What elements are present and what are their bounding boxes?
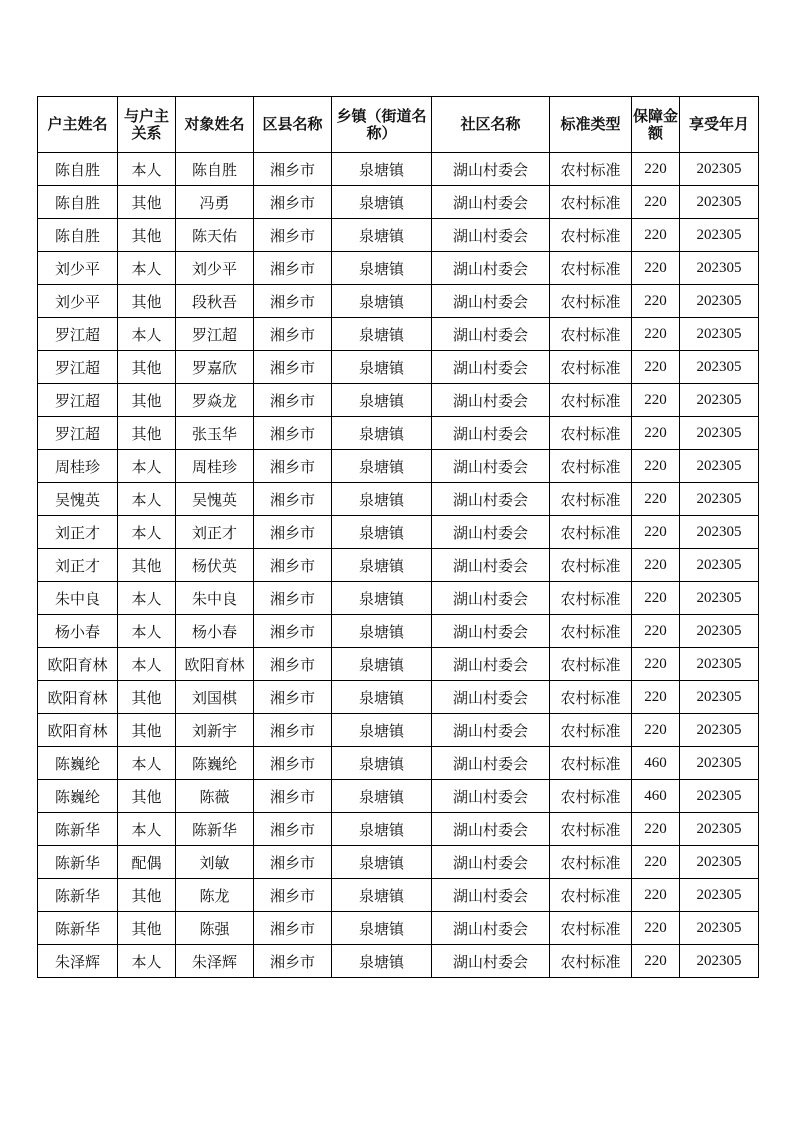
- cell-amount: 220: [632, 219, 680, 252]
- cell-household-head: 陈新华: [38, 846, 118, 879]
- cell-standard-type: 农村标准: [550, 186, 632, 219]
- cell-county: 湘乡市: [254, 747, 332, 780]
- table-row: [38, 318, 759, 351]
- cell-township: 泉塘镇: [332, 747, 432, 780]
- cell-county: 湘乡市: [254, 450, 332, 483]
- cell-community: 湖山村委会: [432, 219, 550, 252]
- cell-household-head: 罗江超: [38, 384, 118, 417]
- cell-community: 湖山村委会: [432, 384, 550, 417]
- cell-household-head: 刘少平: [38, 285, 118, 318]
- cell-relation: 本人: [118, 615, 176, 648]
- cell-period: 202305: [680, 912, 759, 945]
- cell-township: 泉塘镇: [332, 483, 432, 516]
- cell-period: 202305: [680, 780, 759, 813]
- cell-standard-type: 农村标准: [550, 813, 632, 846]
- cell-township: 泉塘镇: [332, 615, 432, 648]
- col-header-household-head: 户主姓名: [38, 97, 118, 153]
- cell-county: 湘乡市: [254, 912, 332, 945]
- cell-recipient-name: 陈龙: [176, 879, 254, 912]
- cell-community: 湖山村委会: [432, 648, 550, 681]
- cell-county: 湘乡市: [254, 417, 332, 450]
- cell-recipient-name: 刘少平: [176, 252, 254, 285]
- cell-household-head: 欧阳育林: [38, 681, 118, 714]
- cell-household-head: 欧阳育林: [38, 714, 118, 747]
- cell-household-head: 罗江超: [38, 351, 118, 384]
- cell-township: 泉塘镇: [332, 417, 432, 450]
- cell-community: 湖山村委会: [432, 846, 550, 879]
- cell-recipient-name: 杨小春: [176, 615, 254, 648]
- table-row: [38, 879, 759, 912]
- table-row: [38, 483, 759, 516]
- cell-household-head: 刘正才: [38, 516, 118, 549]
- cell-township: 泉塘镇: [332, 681, 432, 714]
- cell-period: 202305: [680, 219, 759, 252]
- cell-period: 202305: [680, 417, 759, 450]
- cell-township: 泉塘镇: [332, 351, 432, 384]
- col-header-township: 乡镇（街道名称）: [332, 97, 432, 153]
- cell-recipient-name: 陈巍纶: [176, 747, 254, 780]
- cell-period: 202305: [680, 483, 759, 516]
- cell-community: 湖山村委会: [432, 714, 550, 747]
- cell-period: 202305: [680, 186, 759, 219]
- cell-recipient-name: 陈新华: [176, 813, 254, 846]
- cell-period: 202305: [680, 252, 759, 285]
- cell-community: 湖山村委会: [432, 945, 550, 978]
- cell-period: 202305: [680, 285, 759, 318]
- cell-relation: 本人: [118, 582, 176, 615]
- cell-township: 泉塘镇: [332, 813, 432, 846]
- cell-county: 湘乡市: [254, 285, 332, 318]
- cell-recipient-name: 陈自胜: [176, 153, 254, 186]
- cell-household-head: 周桂珍: [38, 450, 118, 483]
- cell-county: 湘乡市: [254, 648, 332, 681]
- header-row: [38, 97, 759, 153]
- cell-recipient-name: 段秋吾: [176, 285, 254, 318]
- cell-township: 泉塘镇: [332, 912, 432, 945]
- table-row: [38, 846, 759, 879]
- cell-standard-type: 农村标准: [550, 615, 632, 648]
- cell-recipient-name: 欧阳育林: [176, 648, 254, 681]
- cell-standard-type: 农村标准: [550, 153, 632, 186]
- cell-county: 湘乡市: [254, 813, 332, 846]
- cell-household-head: 杨小春: [38, 615, 118, 648]
- cell-county: 湘乡市: [254, 219, 332, 252]
- cell-recipient-name: 吴愧英: [176, 483, 254, 516]
- cell-recipient-name: 朱中良: [176, 582, 254, 615]
- cell-period: 202305: [680, 516, 759, 549]
- cell-community: 湖山村委会: [432, 879, 550, 912]
- table-row: [38, 813, 759, 846]
- cell-county: 湘乡市: [254, 384, 332, 417]
- cell-period: 202305: [680, 714, 759, 747]
- cell-standard-type: 农村标准: [550, 681, 632, 714]
- cell-period: 202305: [680, 582, 759, 615]
- cell-county: 湘乡市: [254, 714, 332, 747]
- cell-amount: 220: [632, 153, 680, 186]
- cell-recipient-name: 刘敏: [176, 846, 254, 879]
- cell-period: 202305: [680, 615, 759, 648]
- cell-standard-type: 农村标准: [550, 318, 632, 351]
- table-row: [38, 417, 759, 450]
- cell-township: 泉塘镇: [332, 945, 432, 978]
- col-header-county: 区县名称: [254, 97, 332, 153]
- cell-household-head: 朱泽辉: [38, 945, 118, 978]
- cell-township: 泉塘镇: [332, 153, 432, 186]
- cell-county: 湘乡市: [254, 945, 332, 978]
- cell-amount: 220: [632, 846, 680, 879]
- cell-relation: 其他: [118, 780, 176, 813]
- cell-recipient-name: 陈薇: [176, 780, 254, 813]
- cell-period: 202305: [680, 813, 759, 846]
- cell-standard-type: 农村标准: [550, 780, 632, 813]
- cell-period: 202305: [680, 384, 759, 417]
- table-row: [38, 252, 759, 285]
- cell-period: 202305: [680, 747, 759, 780]
- cell-township: 泉塘镇: [332, 450, 432, 483]
- cell-standard-type: 农村标准: [550, 879, 632, 912]
- cell-community: 湖山村委会: [432, 780, 550, 813]
- col-header-period: 享受年月: [680, 97, 759, 153]
- cell-community: 湖山村委会: [432, 252, 550, 285]
- cell-county: 湘乡市: [254, 483, 332, 516]
- cell-period: 202305: [680, 879, 759, 912]
- cell-relation: 本人: [118, 450, 176, 483]
- cell-county: 湘乡市: [254, 879, 332, 912]
- cell-household-head: 陈新华: [38, 912, 118, 945]
- col-header-amount: 保障金额: [632, 97, 680, 153]
- cell-period: 202305: [680, 549, 759, 582]
- cell-amount: 220: [632, 681, 680, 714]
- cell-amount: 220: [632, 285, 680, 318]
- cell-recipient-name: 冯勇: [176, 186, 254, 219]
- cell-community: 湖山村委会: [432, 747, 550, 780]
- cell-township: 泉塘镇: [332, 648, 432, 681]
- cell-amount: 220: [632, 516, 680, 549]
- table-row: [38, 450, 759, 483]
- roster-body: [38, 153, 759, 978]
- cell-amount: 220: [632, 318, 680, 351]
- cell-amount: 220: [632, 186, 680, 219]
- cell-county: 湘乡市: [254, 351, 332, 384]
- cell-standard-type: 农村标准: [550, 450, 632, 483]
- cell-county: 湘乡市: [254, 681, 332, 714]
- cell-period: 202305: [680, 681, 759, 714]
- cell-township: 泉塘镇: [332, 516, 432, 549]
- cell-relation: 本人: [118, 153, 176, 186]
- cell-household-head: 朱中良: [38, 582, 118, 615]
- cell-period: 202305: [680, 351, 759, 384]
- cell-township: 泉塘镇: [332, 219, 432, 252]
- cell-household-head: 陈新华: [38, 813, 118, 846]
- cell-household-head: 刘正才: [38, 549, 118, 582]
- cell-household-head: 陈巍纶: [38, 747, 118, 780]
- cell-period: 202305: [680, 648, 759, 681]
- cell-township: 泉塘镇: [332, 384, 432, 417]
- cell-township: 泉塘镇: [332, 186, 432, 219]
- cell-recipient-name: 罗焱龙: [176, 384, 254, 417]
- table-row: [38, 384, 759, 417]
- cell-recipient-name: 周桂珍: [176, 450, 254, 483]
- cell-relation: 配偶: [118, 846, 176, 879]
- table-row: [38, 615, 759, 648]
- cell-standard-type: 农村标准: [550, 945, 632, 978]
- cell-standard-type: 农村标准: [550, 219, 632, 252]
- cell-relation: 本人: [118, 483, 176, 516]
- cell-amount: 220: [632, 417, 680, 450]
- cell-relation: 其他: [118, 285, 176, 318]
- cell-amount: 220: [632, 252, 680, 285]
- cell-household-head: 罗江超: [38, 417, 118, 450]
- cell-period: 202305: [680, 318, 759, 351]
- table-row: [38, 582, 759, 615]
- cell-period: 202305: [680, 945, 759, 978]
- cell-recipient-name: 朱泽辉: [176, 945, 254, 978]
- table-row: [38, 714, 759, 747]
- cell-township: 泉塘镇: [332, 285, 432, 318]
- cell-amount: 220: [632, 483, 680, 516]
- cell-amount: 220: [632, 912, 680, 945]
- cell-community: 湖山村委会: [432, 483, 550, 516]
- cell-relation: 其他: [118, 384, 176, 417]
- table-row: [38, 648, 759, 681]
- cell-relation: 其他: [118, 681, 176, 714]
- cell-amount: 220: [632, 714, 680, 747]
- col-header-relation: 与户主关系: [118, 97, 176, 153]
- cell-recipient-name: 刘正才: [176, 516, 254, 549]
- cell-amount: 220: [632, 945, 680, 978]
- cell-recipient-name: 罗嘉欣: [176, 351, 254, 384]
- cell-recipient-name: 杨伏英: [176, 549, 254, 582]
- cell-county: 湘乡市: [254, 252, 332, 285]
- cell-standard-type: 农村标准: [550, 648, 632, 681]
- cell-amount: 220: [632, 582, 680, 615]
- table-row: [38, 549, 759, 582]
- cell-recipient-name: 陈强: [176, 912, 254, 945]
- cell-township: 泉塘镇: [332, 252, 432, 285]
- cell-township: 泉塘镇: [332, 318, 432, 351]
- cell-county: 湘乡市: [254, 582, 332, 615]
- cell-relation: 其他: [118, 351, 176, 384]
- cell-township: 泉塘镇: [332, 582, 432, 615]
- cell-community: 湖山村委会: [432, 912, 550, 945]
- col-header-community: 社区名称: [432, 97, 550, 153]
- table-row: [38, 747, 759, 780]
- cell-household-head: 陈自胜: [38, 219, 118, 252]
- cell-relation: 其他: [118, 912, 176, 945]
- cell-relation: 其他: [118, 549, 176, 582]
- cell-period: 202305: [680, 153, 759, 186]
- cell-relation: 其他: [118, 417, 176, 450]
- cell-household-head: 刘少平: [38, 252, 118, 285]
- cell-standard-type: 农村标准: [550, 516, 632, 549]
- table-row: [38, 186, 759, 219]
- cell-standard-type: 农村标准: [550, 582, 632, 615]
- cell-relation: 本人: [118, 648, 176, 681]
- cell-amount: 220: [632, 450, 680, 483]
- cell-relation: 本人: [118, 318, 176, 351]
- cell-recipient-name: 刘国棋: [176, 681, 254, 714]
- cell-township: 泉塘镇: [332, 846, 432, 879]
- cell-relation: 本人: [118, 813, 176, 846]
- cell-household-head: 陈自胜: [38, 153, 118, 186]
- table-row: [38, 153, 759, 186]
- cell-amount: 460: [632, 780, 680, 813]
- cell-county: 湘乡市: [254, 780, 332, 813]
- cell-amount: 220: [632, 615, 680, 648]
- table-row: [38, 219, 759, 252]
- cell-amount: 220: [632, 384, 680, 417]
- cell-standard-type: 农村标准: [550, 252, 632, 285]
- cell-standard-type: 农村标准: [550, 417, 632, 450]
- cell-relation: 其他: [118, 186, 176, 219]
- cell-community: 湖山村委会: [432, 153, 550, 186]
- cell-standard-type: 农村标准: [550, 351, 632, 384]
- cell-county: 湘乡市: [254, 615, 332, 648]
- cell-household-head: 陈自胜: [38, 186, 118, 219]
- cell-township: 泉塘镇: [332, 879, 432, 912]
- table-row: [38, 912, 759, 945]
- cell-community: 湖山村委会: [432, 318, 550, 351]
- cell-amount: 220: [632, 351, 680, 384]
- cell-standard-type: 农村标准: [550, 747, 632, 780]
- cell-household-head: 陈巍纶: [38, 780, 118, 813]
- cell-community: 湖山村委会: [432, 549, 550, 582]
- cell-period: 202305: [680, 846, 759, 879]
- cell-recipient-name: 刘新宇: [176, 714, 254, 747]
- cell-household-head: 吴愧英: [38, 483, 118, 516]
- cell-community: 湖山村委会: [432, 813, 550, 846]
- cell-community: 湖山村委会: [432, 615, 550, 648]
- table-row: [38, 681, 759, 714]
- cell-amount: 220: [632, 813, 680, 846]
- cell-amount: 220: [632, 879, 680, 912]
- cell-community: 湖山村委会: [432, 516, 550, 549]
- cell-standard-type: 农村标准: [550, 483, 632, 516]
- cell-standard-type: 农村标准: [550, 912, 632, 945]
- cell-relation: 本人: [118, 252, 176, 285]
- cell-county: 湘乡市: [254, 846, 332, 879]
- cell-township: 泉塘镇: [332, 714, 432, 747]
- cell-community: 湖山村委会: [432, 417, 550, 450]
- table-row: [38, 945, 759, 978]
- cell-period: 202305: [680, 450, 759, 483]
- cell-standard-type: 农村标准: [550, 285, 632, 318]
- cell-relation: 本人: [118, 747, 176, 780]
- table-row: [38, 780, 759, 813]
- cell-community: 湖山村委会: [432, 450, 550, 483]
- cell-community: 湖山村委会: [432, 285, 550, 318]
- cell-household-head: 罗江超: [38, 318, 118, 351]
- cell-community: 湖山村委会: [432, 582, 550, 615]
- col-header-recipient-name: 对象姓名: [176, 97, 254, 153]
- cell-relation: 本人: [118, 516, 176, 549]
- cell-county: 湘乡市: [254, 516, 332, 549]
- col-header-standard-type: 标准类型: [550, 97, 632, 153]
- subsidy-roster-table: [37, 96, 759, 978]
- cell-relation: 其他: [118, 714, 176, 747]
- cell-county: 湘乡市: [254, 186, 332, 219]
- cell-community: 湖山村委会: [432, 186, 550, 219]
- cell-recipient-name: 张玉华: [176, 417, 254, 450]
- table-row: [38, 351, 759, 384]
- table-row: [38, 285, 759, 318]
- cell-community: 湖山村委会: [432, 351, 550, 384]
- cell-amount: 220: [632, 648, 680, 681]
- cell-township: 泉塘镇: [332, 549, 432, 582]
- cell-relation: 本人: [118, 945, 176, 978]
- cell-relation: 其他: [118, 219, 176, 252]
- cell-recipient-name: 陈天佑: [176, 219, 254, 252]
- cell-standard-type: 农村标准: [550, 549, 632, 582]
- cell-recipient-name: 罗江超: [176, 318, 254, 351]
- cell-household-head: 陈新华: [38, 879, 118, 912]
- cell-community: 湖山村委会: [432, 681, 550, 714]
- cell-county: 湘乡市: [254, 153, 332, 186]
- cell-standard-type: 农村标准: [550, 384, 632, 417]
- cell-standard-type: 农村标准: [550, 846, 632, 879]
- cell-amount: 220: [632, 549, 680, 582]
- cell-county: 湘乡市: [254, 549, 332, 582]
- table-row: [38, 516, 759, 549]
- cell-standard-type: 农村标准: [550, 714, 632, 747]
- cell-county: 湘乡市: [254, 318, 332, 351]
- cell-relation: 其他: [118, 879, 176, 912]
- cell-household-head: 欧阳育林: [38, 648, 118, 681]
- cell-township: 泉塘镇: [332, 780, 432, 813]
- cell-amount: 460: [632, 747, 680, 780]
